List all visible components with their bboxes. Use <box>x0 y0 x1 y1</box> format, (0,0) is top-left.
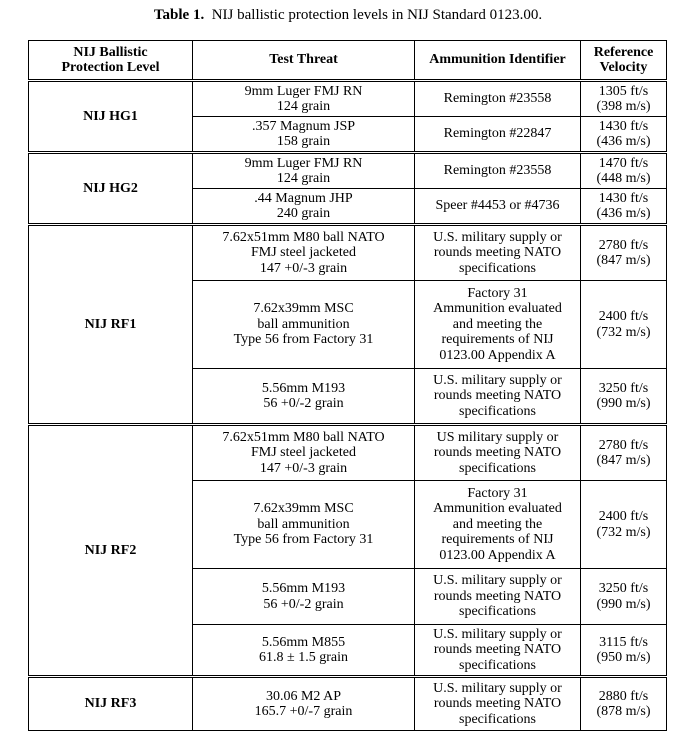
cell-line: (732 m/s) <box>596 524 651 540</box>
reference-velocity-cell <box>581 189 667 225</box>
cell-line: specifications <box>459 460 536 476</box>
reference-velocity-cell <box>581 153 667 189</box>
cell-line: U.S. military supply or <box>433 680 562 696</box>
cell-line: 124 grain <box>276 171 331 186</box>
level-group <box>29 81 667 153</box>
cell-line: 2780 ft/s <box>598 437 649 453</box>
cell-line: ball ammunition <box>257 316 350 332</box>
test-threat-cell <box>193 425 415 481</box>
test-threat-cell <box>193 153 415 189</box>
cell-line: 5.56mm M193 <box>261 581 346 596</box>
cell-line: (398 m/s) <box>596 99 651 114</box>
test-threat-cell <box>193 189 415 225</box>
cell-line: 1430 ft/s <box>598 190 649 206</box>
cell-line: Reference <box>593 44 654 60</box>
cell-line: 3250 ft/s <box>598 380 649 396</box>
table-row <box>29 225 667 281</box>
cell-line: 9mm Luger FMJ RN <box>244 155 363 171</box>
cell-line: FMJ steel jacketed <box>251 245 356 261</box>
table-caption <box>0 6 696 24</box>
test-threat-cell <box>193 225 415 281</box>
cell-line: 158 grain <box>276 134 331 149</box>
test-threat-cell <box>193 281 415 369</box>
cell-line: 30.06 M2 AP <box>265 688 342 704</box>
cell-line: and meeting the <box>452 316 543 332</box>
reference-velocity-cell <box>581 225 667 281</box>
cell-line: U.S. military supply or <box>433 372 562 388</box>
cell-line: requirements of NIJ <box>441 332 554 348</box>
cell-line: Type 56 from Factory 31 <box>233 332 374 348</box>
ammunition-identifier-cell <box>415 481 581 569</box>
cell-line: 147 +0/-3 grain <box>259 260 348 276</box>
header-row <box>29 41 667 81</box>
reference-velocity-cell <box>581 369 667 425</box>
cell-line: rounds meeting NATO <box>433 588 562 604</box>
cell-line: 240 grain <box>276 206 331 221</box>
cell-line: 0123.00 Appendix A <box>439 347 556 363</box>
cell-line: (878 m/s) <box>596 704 651 719</box>
cell-line: 2400 ft/s <box>598 509 649 524</box>
cell-line: specifications <box>459 403 536 419</box>
test-threat-cell <box>193 625 415 677</box>
cell-line: Ammunition evaluated <box>433 301 562 317</box>
cell-line: specifications <box>459 604 536 620</box>
cell-line: (950 m/s) <box>596 650 651 665</box>
cell-line: (448 m/s) <box>596 171 651 186</box>
cell-line: specifications <box>459 711 536 727</box>
protection-level-cell: NIJ RF1 <box>29 225 193 425</box>
cell-line: 61.8 ± 1.5 grain <box>259 650 348 665</box>
ammunition-identifier-cell <box>415 189 581 225</box>
ammunition-identifier-cell <box>415 425 581 481</box>
caption-text: NIJ ballistic protection levels in NIJ Standard 0123.00. <box>211 7 543 23</box>
cell-line: 7.62x51mm M80 ball NATO <box>222 229 385 245</box>
cell-line: 56 +0/-2 grain <box>263 396 344 411</box>
table-row <box>29 677 667 731</box>
reference-velocity-cell <box>581 569 667 625</box>
cell-line: Type 56 from Factory 31 <box>233 532 374 548</box>
protection-level-cell: NIJ RF3 <box>29 677 193 731</box>
cell-line: 1430 ft/s <box>598 118 649 134</box>
cell-line: requirements of NIJ <box>441 532 554 548</box>
table-row <box>29 81 667 117</box>
header-ammo <box>415 41 581 81</box>
reference-velocity-cell <box>581 425 667 481</box>
cell-line: .357 Magnum JSP <box>251 118 356 134</box>
reference-velocity-cell <box>581 677 667 731</box>
cell-line: 2880 ft/s <box>598 688 649 704</box>
cell-line: Remington #22847 <box>443 126 552 142</box>
cell-line: (436 m/s) <box>596 134 651 149</box>
cell-line: specifications <box>459 657 536 673</box>
test-threat-cell <box>193 569 415 625</box>
cell-line: (436 m/s) <box>596 206 651 221</box>
cell-line: US military supply or <box>436 429 559 445</box>
cell-line: Remington #23558 <box>443 163 552 179</box>
table-row <box>29 153 667 189</box>
cell-line: 0123.00 Appendix A <box>439 547 556 563</box>
level-group <box>29 153 667 225</box>
table-row <box>29 425 667 481</box>
cell-line: (847 m/s) <box>596 253 651 268</box>
test-threat-cell <box>193 677 415 731</box>
ammunition-identifier-cell <box>415 369 581 425</box>
ammunition-identifier-cell <box>415 225 581 281</box>
cell-line: (847 m/s) <box>596 453 651 468</box>
test-threat-cell <box>193 481 415 569</box>
cell-line: Remington #23558 <box>443 91 552 107</box>
cell-line: 7.62x51mm M80 ball NATO <box>222 429 385 445</box>
cell-line: (732 m/s) <box>596 324 651 340</box>
cell-line: 3115 ft/s <box>599 634 648 650</box>
cell-line: Ammunition evaluated <box>433 501 562 517</box>
cell-line: 5.56mm M193 <box>261 380 346 396</box>
cell-line: 3250 ft/s <box>598 581 649 596</box>
ammunition-identifier-cell <box>415 281 581 369</box>
reference-velocity-cell <box>581 81 667 117</box>
cell-line: Factory 31 <box>467 485 528 501</box>
cell-line: specifications <box>459 260 536 276</box>
cell-line: Test Threat <box>269 52 338 68</box>
ammunition-identifier-cell <box>415 81 581 117</box>
test-threat-cell <box>193 117 415 153</box>
cell-line: 56 +0/-2 grain <box>263 596 344 612</box>
reference-velocity-cell <box>581 625 667 677</box>
ammunition-identifier-cell <box>415 625 581 677</box>
cell-line: 7.62x39mm MSC <box>253 501 354 517</box>
cell-line: NIJ Ballistic <box>73 44 148 60</box>
cell-line: Ammunition Identifier <box>429 52 566 68</box>
cell-line: 1305 ft/s <box>598 83 649 99</box>
reference-velocity-cell <box>581 281 667 369</box>
cell-line: ball ammunition <box>257 516 350 532</box>
cell-line: U.S. military supply or <box>433 229 562 245</box>
ammunition-identifier-cell <box>415 569 581 625</box>
cell-line: and meeting the <box>452 516 543 532</box>
cell-line: rounds meeting NATO <box>433 245 562 261</box>
reference-velocity-cell <box>581 117 667 153</box>
cell-line: U.S. military supply or <box>433 626 562 642</box>
cell-line: (990 m/s) <box>596 596 651 612</box>
cell-line: 2780 ft/s <box>598 237 649 253</box>
ammunition-identifier-cell <box>415 117 581 153</box>
cell-line: .44 Magnum JHP <box>254 190 353 206</box>
cell-line: 5.56mm M855 <box>261 634 346 650</box>
cell-line: rounds meeting NATO <box>433 445 562 461</box>
header-velocity <box>581 41 667 81</box>
cell-line: Protection Level <box>61 60 160 75</box>
reference-velocity-cell <box>581 481 667 569</box>
cell-line: Velocity <box>599 60 648 75</box>
cell-line: 147 +0/-3 grain <box>259 460 348 476</box>
cell-line: 1470 ft/s <box>598 155 649 171</box>
level-group <box>29 225 667 425</box>
header-level <box>29 41 193 81</box>
cell-line: 9mm Luger FMJ RN <box>244 83 363 99</box>
cell-line: 7.62x39mm MSC <box>253 301 354 317</box>
cell-line: rounds meeting NATO <box>433 642 562 658</box>
cell-line: U.S. military supply or <box>433 573 562 589</box>
protection-level-cell: NIJ HG1 <box>29 81 193 153</box>
cell-line: 2400 ft/s <box>598 309 649 324</box>
cell-line: rounds meeting NATO <box>433 388 562 404</box>
ammunition-identifier-cell <box>415 677 581 731</box>
cell-line: 124 grain <box>276 99 331 114</box>
protection-level-cell: NIJ HG2 <box>29 153 193 225</box>
cell-line: (990 m/s) <box>596 396 651 411</box>
protection-level-cell: NIJ RF2 <box>29 425 193 677</box>
cell-line: Factory 31 <box>467 285 528 301</box>
header-threat <box>193 41 415 81</box>
level-group <box>29 677 667 731</box>
caption-label: Table 1. <box>153 7 205 23</box>
cell-line: Speer #4453 or #4736 <box>435 198 560 214</box>
cell-line: FMJ steel jacketed <box>251 445 356 461</box>
ballistic-levels-table <box>28 40 667 731</box>
test-threat-cell <box>193 369 415 425</box>
cell-line: rounds meeting NATO <box>433 696 562 712</box>
cell-line: 165.7 +0/-7 grain <box>254 704 353 719</box>
ammunition-identifier-cell <box>415 153 581 189</box>
level-group <box>29 425 667 677</box>
test-threat-cell <box>193 81 415 117</box>
